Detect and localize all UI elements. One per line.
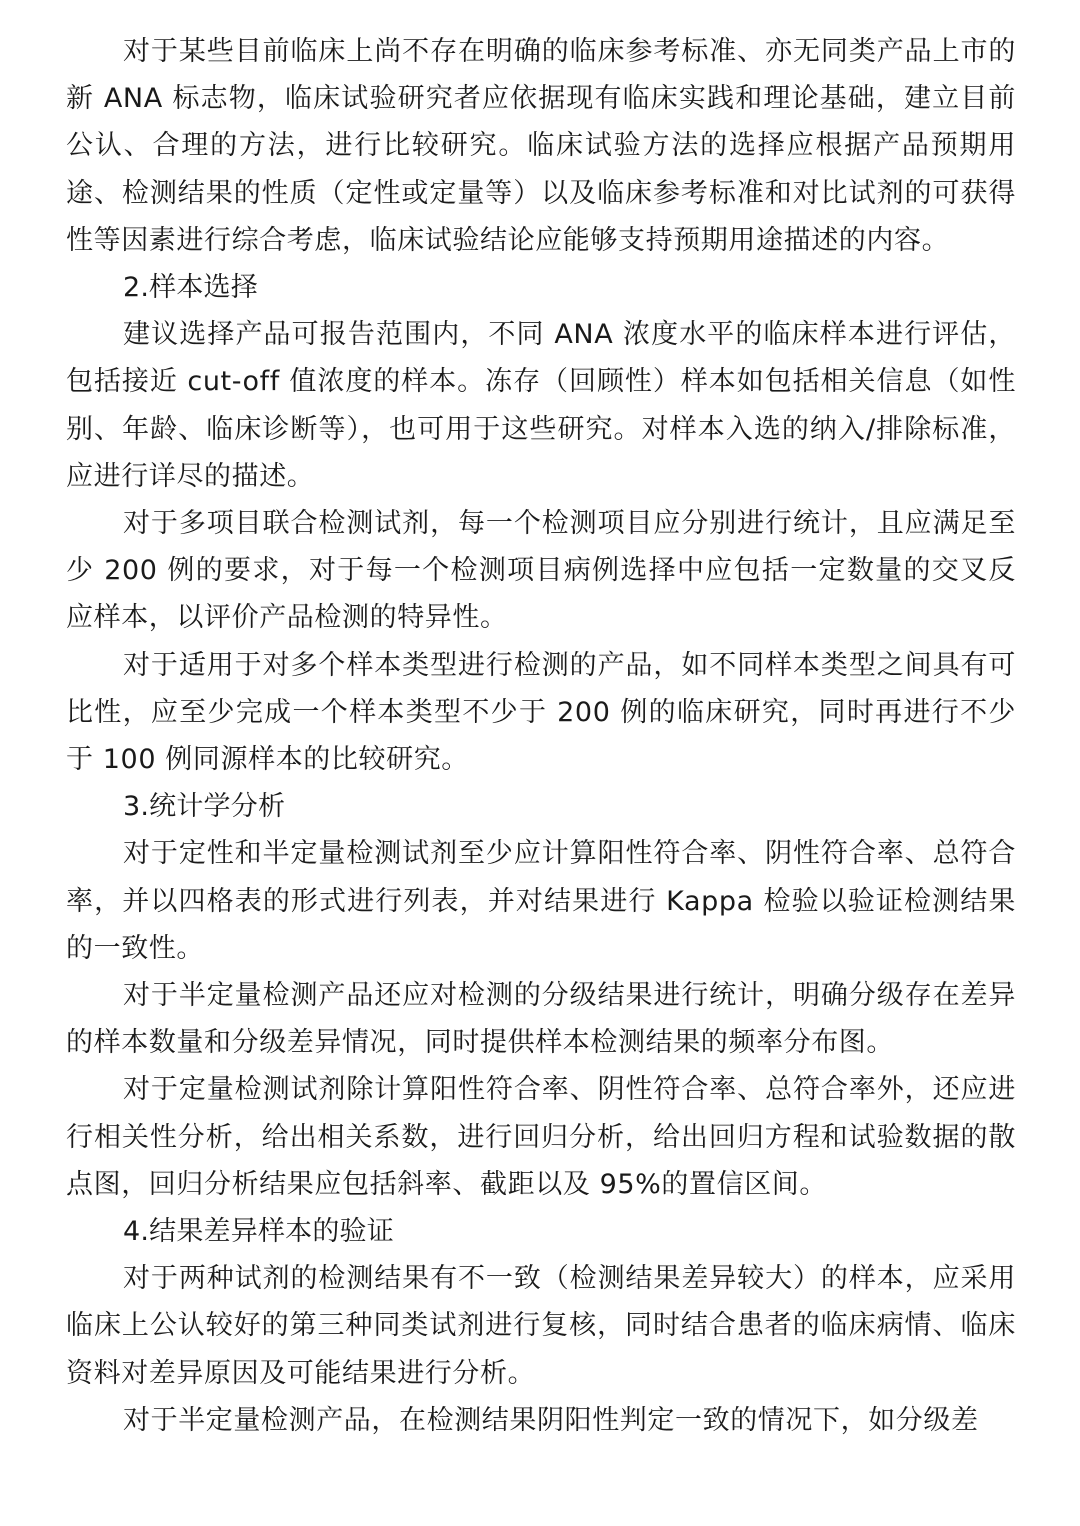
- paragraph-sample-selection: 建议选择产品可报告范围内，不同 ANA 浓度水平的临床样本进行评估，包括接近 cut-off 值浓度的样本。冻存（回顾性）样本如包括相关信息（如性别、年龄、临床诊断等），也可用于这些研究。对样本入选的纳入/排除标准，应进行详尽的描述。: [66, 319, 1016, 492]
- section-heading-sample-selection: 2.样本选择: [123, 272, 258, 304]
- section-heading-statistics: 3.统计学分析: [123, 791, 286, 823]
- paragraph-semi-quantitative-consistency: 对于半定量检测产品，在检测结果阴阳性判定一致的情况下，如分级差: [123, 1404, 979, 1436]
- paragraph-multi-sample-types: 对于适用于对多个样本类型进行检测的产品，如不同样本类型之间具有可比性，应至少完成一个样本类型不少于 200 例的临床研究，同时再进行不少于 100 例同源样本的比较研究。: [66, 649, 1016, 776]
- paragraph-qualitative-statistics: 对于定性和半定量检测试剂至少应计算阳性符合率、阴性符合率、总符合率，并以四格表的形式进行列表，并对结果进行 Kappa 检验以验证检测结果的一致性。: [66, 838, 1016, 964]
- paragraph-discrepant-samples: 对于两种试剂的检测结果有不一致（检测结果差异较大）的样本，应采用临床上公认较好的第三种同类试剂进行复核，同时结合患者的临床病情、临床资料对差异原因及可能结果进行分析。: [66, 1263, 1016, 1389]
- document-page: [66, 28, 1016, 1444]
- paragraph-clinical-standard: 对于某些目前临床上尚不存在明确的临床参考标准、亦无同类产品上市的新 ANA 标志物，临床试验研究者应依据现有临床实践和理论基础，建立目前公认、合理的方法，进行比较研究。临床试验方法的选择应根据产品预期用途、检测结果的性质（定性或定量等）以及临床参考标准和对比试剂的可获得性等因素进行综合考虑，临床试验结论应能够支持预期用途描述的内容。: [66, 36, 1016, 256]
- paragraph-multi-item-reagents: 对于多项目联合检测试剂，每一个检测项目应分别进行统计，且应满足至少 200 例的要求，对于每一个检测项目病例选择中应包括一定数量的交叉反应样本，以评价产品检测的特异性。: [66, 508, 1016, 634]
- section-heading-discrepancy-verification: 4.结果差异样本的验证: [123, 1216, 394, 1248]
- paragraph-quantitative-analysis: 对于定量检测试剂除计算阳性符合率、阴性符合率、总符合率外，还应进行相关性分析，给出相关系数，进行回归分析，给出回归方程和试验数据的散点图，回归分析结果应包括斜率、截距以及 95%的置信区间。: [66, 1074, 1016, 1200]
- paragraph-semi-quantitative-grading: 对于半定量检测产品还应对检测的分级结果进行统计，明确分级存在差异的样本数量和分级差异情况，同时提供样本检测结果的频率分布图。: [66, 980, 1016, 1059]
